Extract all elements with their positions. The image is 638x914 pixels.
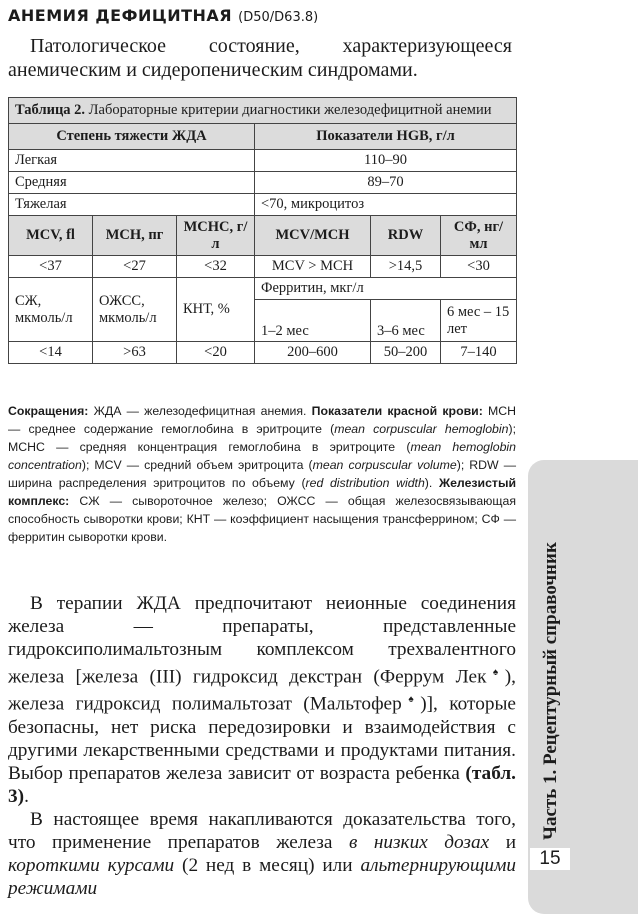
index-header: MCV/MCH bbox=[255, 216, 371, 256]
body-text-run: )], которые безопасны, нет риска передозировки и взаимодействия с другими лекарственными средствами и продуктами питания. Выбор препаратов железа зависит от возраста ребенка bbox=[8, 693, 516, 784]
abbr-term: mean corpuscular hemoglobin bbox=[334, 422, 509, 436]
severity-name: Средняя bbox=[9, 172, 255, 194]
trademark-icon: ♠ bbox=[486, 667, 505, 678]
index-header: СФ, нг/мл bbox=[441, 216, 517, 256]
body-text-run: В терапии ЖДА предпочитают неионные соединения железа — препараты, представленные гидроксиполимальтозным комплексом трехвалентного железа [железа (III) гидроксид декстран (Феррум Лек bbox=[8, 593, 516, 688]
abbr-label: Показатели красной крови: bbox=[311, 404, 483, 418]
abbr-term: red distribution width bbox=[305, 476, 425, 490]
abbr-text: ); MCHC — средняя концентрация гемоглобина в эритроците ( bbox=[8, 422, 516, 454]
iron-value: >63 bbox=[93, 342, 177, 364]
trademark-icon: ♠ bbox=[401, 694, 421, 706]
ferritin-age-header: 6 мес – 15 лет bbox=[441, 300, 517, 342]
abbr-text: ). bbox=[424, 476, 439, 490]
table-caption-text: Лабораторные критерии диагностики железодефицитной анемии bbox=[88, 102, 492, 118]
body-emphasis: в низких дозах bbox=[348, 831, 490, 853]
body-paragraph bbox=[8, 592, 516, 808]
iron-value: 200–600 bbox=[255, 342, 371, 364]
abbr-label: Сокращения: bbox=[8, 404, 89, 418]
heading-title: АНЕМИЯ ДЕФИЦИТНАЯ bbox=[8, 6, 233, 25]
index-header: MCH, пг bbox=[93, 216, 177, 256]
table-caption-label: Таблица 2. bbox=[15, 102, 86, 118]
abbr-term: mean hemoglobin concentration bbox=[8, 440, 516, 472]
iron-header: СЖ, мкмоль/л bbox=[9, 278, 93, 342]
body-paragraph bbox=[8, 808, 516, 900]
body-emphasis: короткими курсами bbox=[8, 854, 175, 876]
ferritin-header: Ферритин, мкг/л bbox=[255, 278, 517, 300]
heading-codes: (D50/D63.8) bbox=[238, 10, 319, 25]
body-text-run: и bbox=[489, 831, 517, 853]
abbreviations-note bbox=[8, 402, 516, 546]
iron-value: 50–200 bbox=[371, 342, 441, 364]
body-text-run: . bbox=[24, 785, 29, 807]
abbr-text: MCH — среднее содержание гемоглобина в эритроците ( bbox=[8, 404, 516, 436]
body-text-run: ), железа гидроксид полимальтозат (Мальтофер bbox=[8, 666, 516, 715]
index-value: MCV > MCH bbox=[255, 256, 371, 278]
hgb-value: 89–70 bbox=[255, 172, 517, 194]
hgb-header: Показатели HGB, г/л bbox=[255, 124, 517, 150]
abbr-text: СЖ — сывороточное железо; ОЖСС — общая железосвязывающая способность сыворотки крови; КНТ — коэффициент насыщения трансферрином; СФ — ферритин сыворотки крови. bbox=[8, 494, 516, 544]
abbr-text: ЖДА — железодефицитная анемия. bbox=[88, 404, 312, 418]
index-header: MCV, fl bbox=[9, 216, 93, 256]
intro-paragraph: Патологическое состояние, характеризующееся анемическим и сидеропеническим синдромами. bbox=[8, 35, 512, 81]
page-number: 15 bbox=[530, 848, 570, 870]
severity-name: Тяжелая bbox=[9, 194, 255, 216]
table-caption bbox=[9, 98, 517, 124]
body-text-run: (2 нед в месяц) или bbox=[174, 854, 361, 876]
abbr-text: ); MCV — средний объем эритроцита ( bbox=[81, 458, 313, 472]
index-header: RDW bbox=[371, 216, 441, 256]
severity-name: Легкая bbox=[9, 150, 255, 172]
side-tab-label: Часть 1. Рецептурный справочник bbox=[540, 542, 561, 840]
lab-criteria-table bbox=[8, 97, 517, 364]
index-value: <32 bbox=[177, 256, 255, 278]
index-value: <37 bbox=[9, 256, 93, 278]
iron-value: <14 bbox=[9, 342, 93, 364]
index-value: <30 bbox=[441, 256, 517, 278]
index-header: MCHC, г/л bbox=[177, 216, 255, 256]
hgb-value: 110–90 bbox=[255, 150, 517, 172]
iron-value: 7–140 bbox=[441, 342, 517, 364]
iron-value: <20 bbox=[177, 342, 255, 364]
abbr-label: Железистый комплекс: bbox=[8, 476, 517, 508]
iron-header: ОЖСС, мкмоль/л bbox=[93, 278, 177, 342]
ferritin-age-header: 3–6 мес bbox=[371, 300, 441, 342]
iron-header: КНТ, % bbox=[177, 278, 255, 342]
hgb-value: <70, микроцитоз bbox=[255, 194, 517, 216]
body-emphasis: альтернирующими режимами bbox=[8, 854, 517, 899]
index-value: <27 bbox=[93, 256, 177, 278]
ferritin-age-header: 1–2 мес bbox=[255, 300, 371, 342]
table-reference: (табл. 3) bbox=[8, 762, 516, 807]
abbr-term: mean corpuscular volume bbox=[312, 458, 457, 472]
index-value: >14,5 bbox=[371, 256, 441, 278]
abbr-text: ); RDW — ширина распределения эритроцитов по объему ( bbox=[8, 458, 516, 490]
body-text-run: В настоящее время накапливаются доказательства того, что применение препаратов железа bbox=[8, 808, 516, 853]
section-heading bbox=[8, 6, 318, 25]
body-text bbox=[8, 592, 516, 900]
severity-header: Степень тяжести ЖДА bbox=[9, 124, 255, 150]
